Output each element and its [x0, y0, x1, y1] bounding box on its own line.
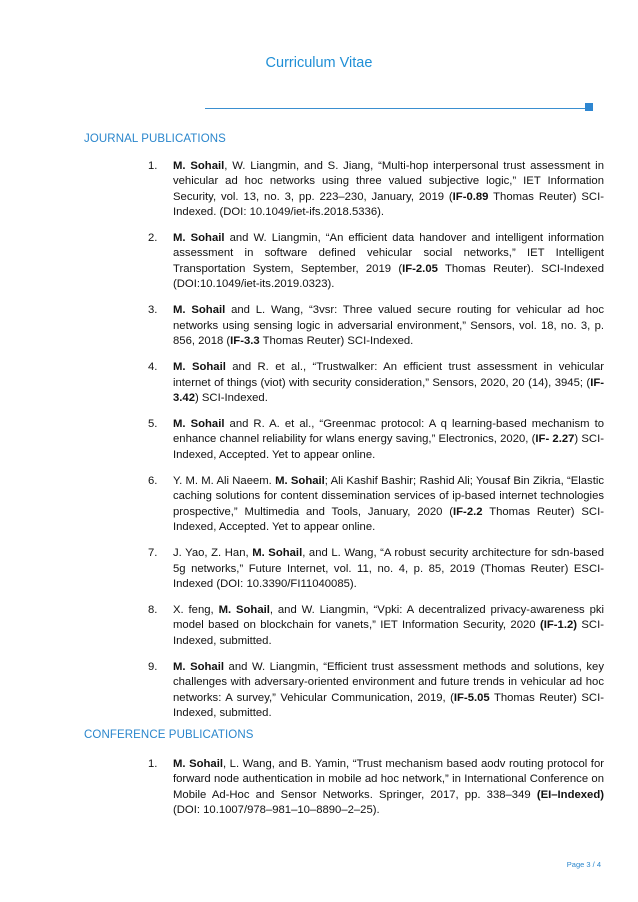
header-rule-square: [585, 103, 593, 111]
entry-bold-text: IF-0.89: [452, 190, 489, 203]
entry-number: 8.: [148, 604, 158, 617]
journal-entry-2: [140, 231, 604, 292]
conference-list: [140, 757, 604, 818]
journal-entry-4: [140, 360, 604, 406]
journal-heading: JOURNAL PUBLICATIONS: [84, 133, 226, 145]
journal-entry-8: [140, 603, 604, 649]
entry-bold-text: IF-2.05: [402, 262, 438, 275]
entry-number: 2.: [148, 232, 158, 245]
entry-bold-text: (IF-1.2): [539, 619, 577, 632]
entry-text: and W. Liangmin, “An efficient data handover and intelligent information assessment in software defined vehicular social networks,” IET Intelligent Transportation System, September, 2019 (: [173, 232, 604, 275]
entry-text: J. Yao, Z. Han,: [173, 547, 253, 560]
entry-bold-text: IF-2.2: [453, 505, 483, 518]
entry-number: 1.: [148, 160, 158, 172]
journal-entry-7: [140, 546, 604, 592]
entry-bold-text: M. Sohail: [173, 661, 224, 674]
entry-text: X. feng,: [173, 604, 219, 617]
entry-bold-text: M. Sohail: [173, 361, 226, 374]
entry-bold-text: IF- 2.27: [535, 433, 575, 446]
entry-bold-text: M. Sohail: [218, 604, 270, 617]
journal-entry-5: [140, 417, 604, 463]
cv-title: Curriculum Vitae: [265, 55, 373, 71]
entry-bold-text: M. Sohail: [275, 475, 325, 488]
entry-text: and L. Wang, “3vsr: Three valued secure routing for vehicular ad hoc networks using sensing logic in adversarial environment,” Sensors, vol. 18, no. 3, p. 856, 2018 (: [173, 304, 604, 347]
journal-entry-3: [140, 303, 604, 349]
entry-number: 4.: [148, 361, 158, 374]
entry-bold-text: M. Sohail: [173, 758, 223, 770]
entry-text: ; Ali Kashif Bashir; Rashid Ali; Yousaf Bin Zikria, “Elastic caching solutions for content dissemination services of ip-based internet technologies prospective,” Multimedia and Tools, January, 2020 (: [173, 475, 604, 518]
entry-bold-text: M. Sohail: [173, 304, 226, 317]
entry-bold-text: M. Sohail: [252, 547, 303, 560]
entry-text: and R. A. et al., “Greenmac protocol: A q learning-based mechanism to enhance channel reliability for wlans energy saving,” Electronics, 2020, (: [173, 418, 604, 446]
entry-text: Thomas Reuter) SCI-Indexed. (DOI: 10.1049/iet-ifs.2018.5336).: [173, 190, 604, 218]
entry-text: , W. Liangmin, and S. Jiang, “Multi-hop interpersonal trust assessment in vehicular ad hoc networks using three valued subjective logic,” IET Information Security, vol. 13, no. 3, pp. 223–230, January, 2019 (: [173, 160, 604, 203]
journal-entry-9: [140, 660, 604, 721]
entry-text: ) SCI-Indexed.: [195, 391, 268, 404]
journal-entry-6: [140, 474, 604, 535]
entry-bold-text: IF-3.42: [173, 376, 604, 404]
entry-text: and W. Liangmin, “Efficient trust assessment methods and solutions, key challenges with adversary-oriented environment and future trends in vehicular ad hoc networks: A survey,” Vehicular Communication, 2019, (: [173, 661, 604, 704]
entry-text: Y. M. M. Ali Naeem.: [173, 475, 276, 488]
entry-number: 9.: [148, 661, 158, 674]
entry-text: (DOI: 10.1007/978–981–10–8890–2–25).: [173, 803, 380, 816]
entry-text: Thomas Reuter) SCI-Indexed, Accepted. Yet to appear online.: [173, 505, 604, 533]
page-number: Page 3 / 4: [566, 860, 601, 869]
entry-text: ) SCI-Indexed, Accepted. Yet to appear online.: [173, 433, 604, 461]
entry-text: , and L. Wang, “A robust security architecture for sdn-based 5g networks,” Future Internet, vol. 11, no. 4, p. 85, 2019 (Thomas Reuter) ESCI-Indexed (DOI: 10.3390/FI11040085).: [173, 547, 604, 590]
entry-bold-text: M. Sohail: [173, 418, 225, 431]
entry-text: , and W. Liangmin, “Vpki: A decentralized privacy-awareness pki model based on blockchain for vanets,” IET Information Security, 2020: [173, 604, 605, 632]
journal-entry-1: [140, 159, 604, 220]
entry-number: 7.: [148, 547, 158, 560]
header-rule: [205, 108, 587, 109]
entry-bold-text: (EI–Indexed): [536, 788, 604, 801]
entry-number: 3.: [148, 304, 158, 317]
entry-number: 6.: [148, 475, 158, 488]
entry-bold-text: M. Sohail: [173, 232, 225, 245]
conference-entry-1: [140, 757, 604, 818]
entry-bold-text: IF-5.05: [453, 691, 490, 704]
entry-text: and R. et al., “Trustwalker: An efficient trust assessment in vehicular internet of things (viot) with security consideration,” Sensors, 2020, 20 (14), 3945; (: [173, 361, 604, 389]
entry-text: SCI-Indexed, submitted.: [173, 619, 604, 647]
entry-number: 1.: [148, 758, 158, 770]
entry-number: 5.: [148, 418, 158, 431]
entry-text: Thomas Reuter) SCI-Indexed.: [259, 334, 414, 347]
entry-bold-text: M. Sohail: [173, 160, 225, 172]
entry-text: , L. Wang, and B. Yamin, “Trust mechanism based aodv routing protocol for forward node authentication in mobile ad hoc network,” in International Conference on Mobile Ad-Hoc and Sensor Networks. Springer, 2017, pp. 338–349: [173, 758, 604, 801]
entry-text: Thomas Reuter). SCI-Indexed (DOI:10.1049/iet-its.2019.0323).: [173, 262, 604, 291]
conference-heading: CONFERENCE PUBLICATIONS: [84, 729, 254, 741]
journal-list: [140, 159, 604, 721]
entry-bold-text: IF-3.3: [230, 334, 260, 347]
entry-text: Thomas Reuter) SCI-Indexed, submitted.: [173, 691, 604, 719]
